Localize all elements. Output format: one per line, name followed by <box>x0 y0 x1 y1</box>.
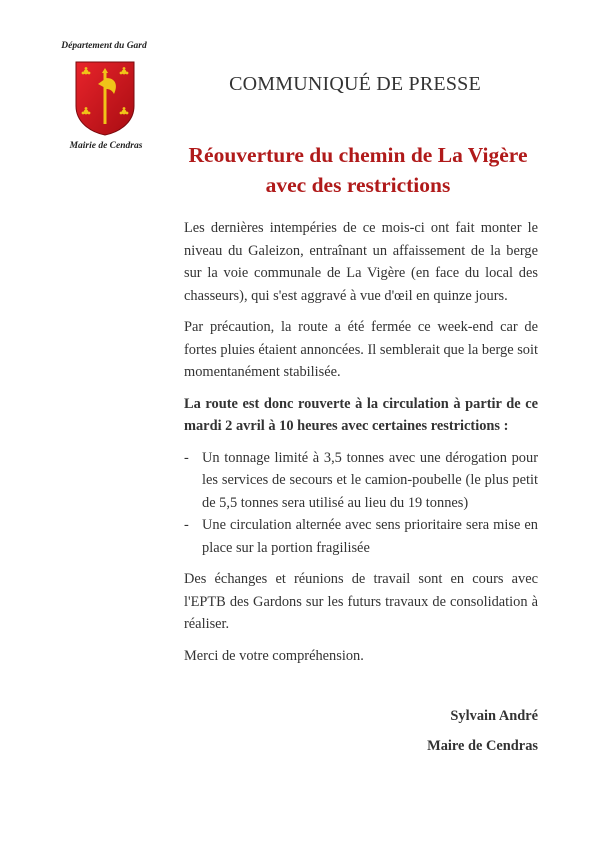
paragraph-1: Les dernières intempéries de ce mois-ci ont fait monter le niveau du Galeizon, entraînant un affaissement de la berge sur la voie communale de La Vigère (en face du local des chasseurs), qui s'est aggravé à vue d'œil en quinze jours. <box>184 220 538 304</box>
signature-name: Sylvain André <box>450 708 538 724</box>
paragraph-4: Des échanges et réunions de travail sont en cours avec l'EPTB des Gardons sur les futurs travaux de consolidation à réaliser. <box>184 571 538 632</box>
department-label: Département du Gard <box>61 41 147 51</box>
restrictions-list <box>184 447 538 560</box>
list-item: - Une circulation alternée avec sens prioritaire sera mise en place sur la portion fragilisée <box>184 517 538 556</box>
paragraph-5: Merci de votre compréhension. <box>184 647 364 664</box>
signature-role: Maire de Cendras <box>427 738 538 754</box>
article-body <box>184 217 538 676</box>
headline-line-1: Réouverture du chemin de La Vigère <box>188 143 528 167</box>
paragraph-announcement: La route est donc rouverte à la circulation à partir de ce mardi 2 avril à 10 heures avec certaines restrictions : <box>184 395 538 434</box>
list-item-text: Un tonnage limité à 3,5 tonnes avec une dérogation pour les services de secours et le camion-poubelle (le plus petit de 5,5 tonnes sera utilisé au lieu du 19 tonnes) <box>202 449 538 511</box>
list-item-text: Une circulation alternée avec sens prioritaire sera mise en place sur la portion fragilisée <box>202 517 538 556</box>
mairie-label: Mairie de Cendras <box>69 141 143 151</box>
press-release-title: COMMUNIQUÉ DE PRESSE <box>229 73 481 95</box>
paragraph-2: Par précaution, la route a été fermée ce week-end car de fortes pluies étaient annoncées. Il semblerait que la berge soit momentanément stabilisée. <box>184 319 538 380</box>
headline <box>168 140 548 200</box>
list-item: - Un tonnage limité à 3,5 tonnes avec une dérogation pour les services de secours et le camion-poubelle (le plus petit de 5,5 tonnes sera utilisé au lieu du 19 tonnes) <box>184 449 538 511</box>
coat-of-arms-icon <box>74 60 136 136</box>
headline-line-2: avec des restrictions <box>265 173 451 197</box>
